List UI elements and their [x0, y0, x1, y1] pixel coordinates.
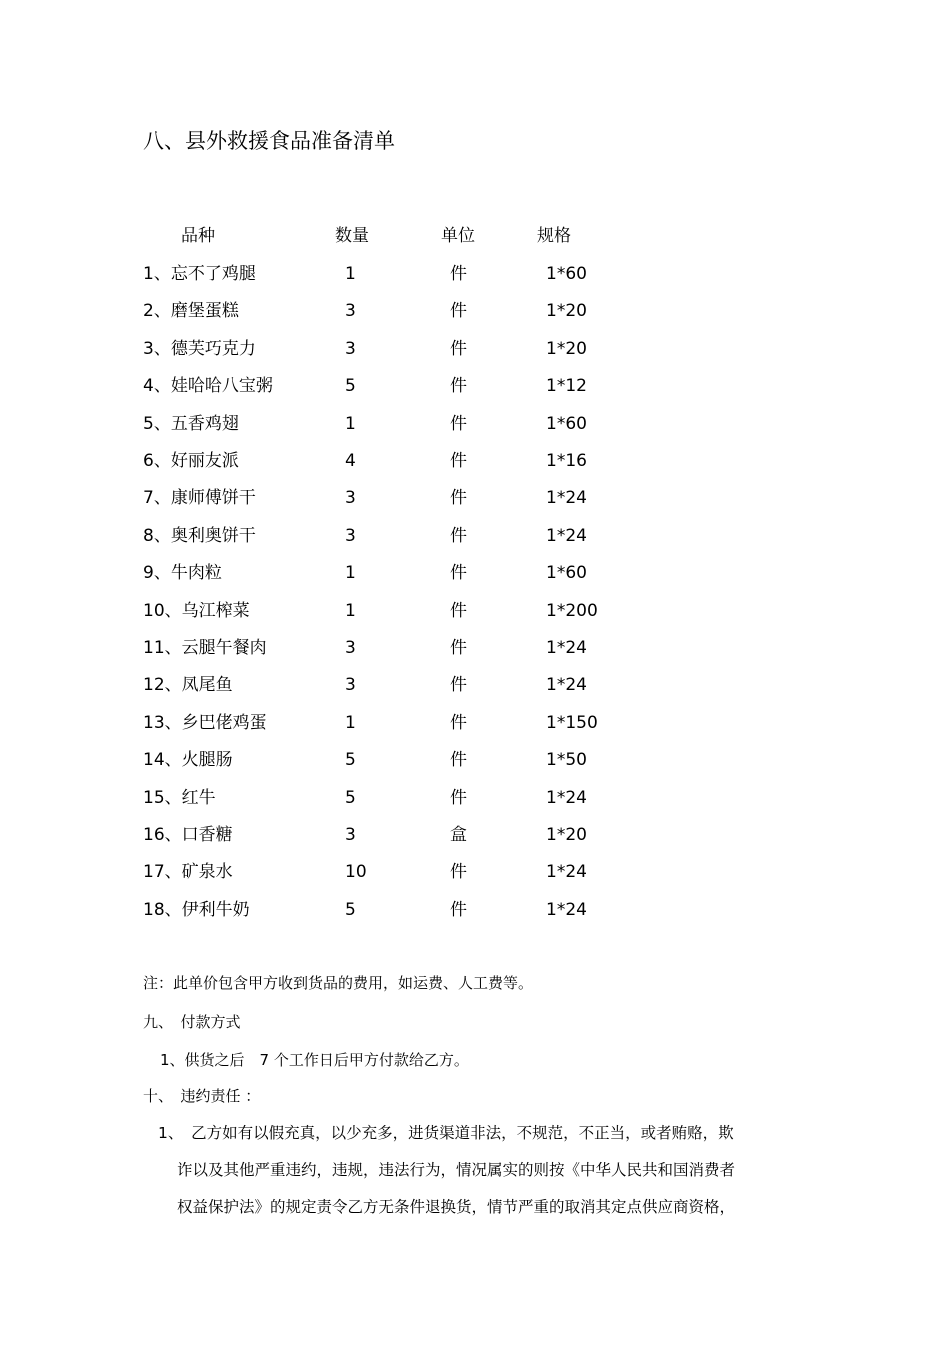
table-row	[0, 860, 950, 884]
item-name: 14、火腿肠	[143, 750, 233, 770]
item-spec: 1*24	[546, 638, 587, 658]
item-spec: 1*24	[546, 862, 587, 882]
table-row	[0, 673, 950, 697]
table-row	[0, 449, 950, 473]
item-qty: 10	[345, 862, 367, 882]
item-unit: 件	[450, 862, 467, 882]
paragraph-line: 诈以及其他严重违约，违规，违法行为，情况属实的则按《中华人民共和国消费者	[177, 1161, 736, 1179]
item-qty: 1	[345, 563, 356, 583]
item-qty: 3	[345, 301, 356, 321]
item-spec: 1*20	[546, 301, 587, 321]
item-name: 18、伊利牛奶	[143, 900, 250, 920]
item-unit: 件	[450, 339, 467, 359]
item-qty: 5	[345, 900, 356, 920]
table-row	[0, 636, 950, 660]
item-spec: 1*50	[546, 750, 587, 770]
item-name: 9、牛肉粒	[143, 563, 222, 583]
item-qty: 1	[345, 601, 356, 621]
item-qty: 3	[345, 526, 356, 546]
item-unit: 件	[450, 526, 467, 546]
item-unit: 件	[450, 638, 467, 658]
item-name: 3、德芙巧克力	[143, 339, 256, 359]
item-qty: 5	[345, 376, 356, 396]
table-row	[0, 599, 950, 623]
item-unit: 件	[450, 451, 467, 471]
header-name: 品种	[181, 226, 215, 246]
item-name: 2、磨堡蛋糕	[143, 301, 239, 321]
price-note: 注：此单价包含甲方收到货品的费用，如运费、人工费等。	[143, 974, 534, 992]
item-unit: 件	[450, 264, 467, 284]
item-unit: 件	[450, 601, 467, 621]
item-qty: 1	[345, 264, 356, 284]
item-spec: 1*150	[546, 713, 598, 733]
item-unit: 件	[450, 563, 467, 583]
item-qty: 3	[345, 339, 356, 359]
table-row	[0, 486, 950, 510]
item-spec: 1*60	[546, 264, 587, 284]
item-name: 17、矿泉水	[143, 862, 233, 882]
item-name: 11、云腿午餐肉	[143, 638, 267, 658]
item-spec: 1*20	[546, 825, 587, 845]
item-spec: 1*24	[546, 488, 587, 508]
item-name: 4、娃哈哈八宝粥	[143, 376, 273, 396]
table-row	[0, 561, 950, 585]
table-header	[0, 224, 950, 248]
page-title: 八、县外救援食品准备清单	[143, 129, 395, 153]
paragraph-line: 1、 乙方如有以假充真，以少充多，进货渠道非法，不规范，不正当，或者贿赂，欺	[158, 1124, 734, 1142]
table-row	[0, 786, 950, 810]
item-qty: 5	[345, 750, 356, 770]
item-unit: 件	[450, 301, 467, 321]
item-spec: 1*16	[546, 451, 587, 471]
item-spec: 1*200	[546, 601, 598, 621]
item-name: 13、乡巴佬鸡蛋	[143, 713, 267, 733]
paragraph-line: 权益保护法》的规定责令乙方无条件退换货，情节严重的取消其定点供应商资格，	[177, 1198, 736, 1216]
table-row	[0, 748, 950, 772]
item-name: 8、奥利奥饼干	[143, 526, 256, 546]
item-spec: 1*20	[546, 339, 587, 359]
header-qty: 数量	[335, 226, 369, 246]
item-spec: 1*60	[546, 563, 587, 583]
item-name: 12、凤尾鱼	[143, 675, 233, 695]
item-qty: 5	[345, 788, 356, 808]
item-unit: 件	[450, 750, 467, 770]
item-spec: 1*12	[546, 376, 587, 396]
table-row	[0, 524, 950, 548]
item-spec: 1*24	[546, 526, 587, 546]
item-spec: 1*60	[546, 414, 587, 434]
item-spec: 1*24	[546, 788, 587, 808]
item-unit: 件	[450, 713, 467, 733]
table-row	[0, 262, 950, 286]
item-unit: 件	[450, 376, 467, 396]
item-qty: 4	[345, 451, 356, 471]
item-name: 15、红牛	[143, 788, 216, 808]
header-spec: 规格	[537, 226, 571, 246]
item-qty: 3	[345, 825, 356, 845]
item-name: 1、忘不了鸡腿	[143, 264, 256, 284]
item-spec: 1*24	[546, 675, 587, 695]
table-row	[0, 711, 950, 735]
table-row	[0, 823, 950, 847]
item-unit: 件	[450, 900, 467, 920]
item-name: 7、康师傅饼干	[143, 488, 256, 508]
section-10-heading: 十、 违约责任 ：	[143, 1087, 261, 1105]
table-row	[0, 412, 950, 436]
item-qty: 3	[345, 488, 356, 508]
header-unit: 单位	[441, 226, 475, 246]
item-qty: 3	[345, 638, 356, 658]
table-row	[0, 299, 950, 323]
item-unit: 件	[450, 488, 467, 508]
item-name: 10、乌江榨菜	[143, 601, 250, 621]
item-qty: 3	[345, 675, 356, 695]
item-unit: 件	[450, 788, 467, 808]
table-row	[0, 898, 950, 922]
item-qty: 1	[345, 713, 356, 733]
item-unit: 件	[450, 675, 467, 695]
section-9-item-1: 1、供货之后 7 个工作日后甲方付款给乙方。	[160, 1051, 469, 1069]
section-9-heading: 九、 付款方式	[143, 1013, 241, 1031]
table-row	[0, 337, 950, 361]
item-qty: 1	[345, 414, 356, 434]
item-name: 16、口香糖	[143, 825, 233, 845]
table-row	[0, 374, 950, 398]
item-name: 6、好丽友派	[143, 451, 239, 471]
item-unit: 盒	[450, 825, 467, 845]
item-name: 5、五香鸡翅	[143, 414, 239, 434]
item-unit: 件	[450, 414, 467, 434]
item-spec: 1*24	[546, 900, 587, 920]
